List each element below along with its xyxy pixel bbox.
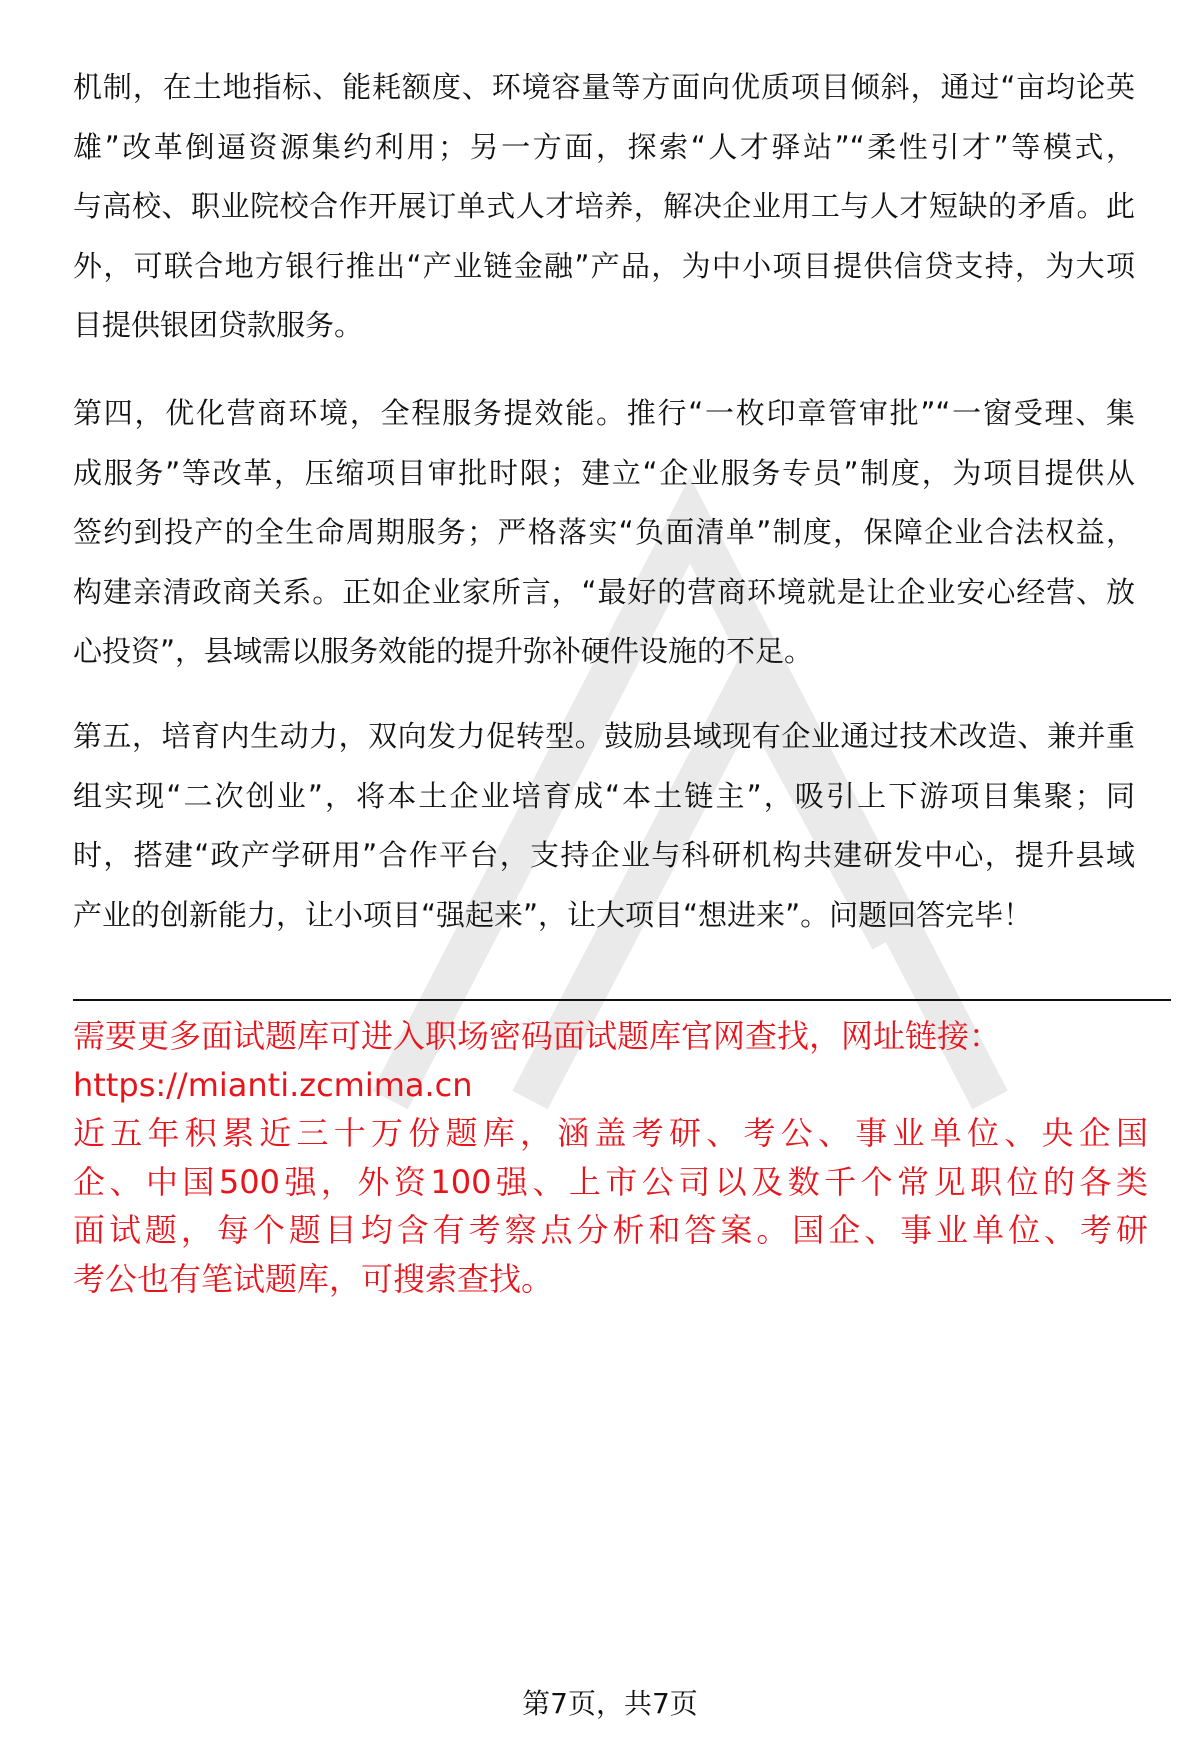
text-line: 外，可联合地方银行推出“产业链金融”产品，为中小项目提供信贷支持，为大项 — [73, 248, 1135, 283]
paragraph-business-environment — [73, 384, 1135, 682]
text-line: 第四，优化营商环境，全程服务提效能。推行“一枚印章管审批”“一窗受理、集 — [73, 396, 1135, 430]
section-divider — [73, 999, 1171, 1001]
text-line: 目提供银团贷款服务。 — [73, 308, 364, 342]
promo-notice — [73, 1012, 1148, 1303]
paragraph-internal-momentum — [73, 707, 1135, 945]
promo-line: 近五年积累近三十万份题库，涵盖考研、考公、事业单位、央企国 — [73, 1114, 1148, 1152]
promo-line: 需要更多面试题库可进入职场密码面试题库官网查找，网址链接： — [73, 1017, 1002, 1055]
paragraph-resource-support — [73, 58, 1135, 356]
promo-line: 企、中国500强，外资100强、上市公司以及数千个常见职位的各类 — [73, 1162, 1148, 1201]
text-line: 第五，培育内生动力，双向发力促转型。鼓励县域现有企业通过技术改造、兼并重 — [73, 719, 1135, 753]
promo-link[interactable]: https://mianti.zcmima.cn — [73, 1065, 473, 1104]
text-line: 机制，在土地指标、能耗额度、环境容量等方面向优质项目倾斜，通过“亩均论英 — [73, 70, 1135, 104]
text-line: 组实现“二次创业”，将本土企业培育成“本土链主”，吸引上下游项目集聚；同 — [73, 778, 1135, 813]
text-line: 雄”改革倒逼资源集约利用；另一方面，探索“人才驿站”“柔性引才”等模式， — [73, 129, 1135, 164]
text-line: 成服务”等改革，压缩项目审批时限；建立“企业服务专员”制度，为项目提供从 — [73, 455, 1135, 490]
promo-line: 面试题，每个题目均含有考察点分析和答案。国企、事业单位、考研 — [73, 1211, 1148, 1249]
page-number: 第7页，共7页 — [522, 1687, 698, 1720]
text-line: 构建亲清政商关系。正如企业家所言，“最好的营商环境就是让企业安心经营、放 — [73, 574, 1135, 609]
text-line: 心投资”，县域需以服务效能的提升弥补硬件设施的不足。 — [73, 634, 814, 668]
text-line: 与高校、职业院校合作开展订单式人才培养，解决企业用工与人才短缺的矛盾。此 — [73, 189, 1135, 223]
text-line: 产业的创新能力，让小项目“强起来”，让大项目“想进来”。问题回答完毕！ — [73, 897, 1033, 932]
promo-line: 考公也有笔试题库，可搜索查找。 — [73, 1259, 554, 1298]
text-line: 时，搭建“政产学研用”合作平台，支持企业与科研机构共建研发中心，提升县域 — [73, 838, 1135, 872]
text-line: 签约到投产的全生命周期服务；严格落实“负面清单”制度，保障企业合法权益， — [73, 515, 1135, 549]
